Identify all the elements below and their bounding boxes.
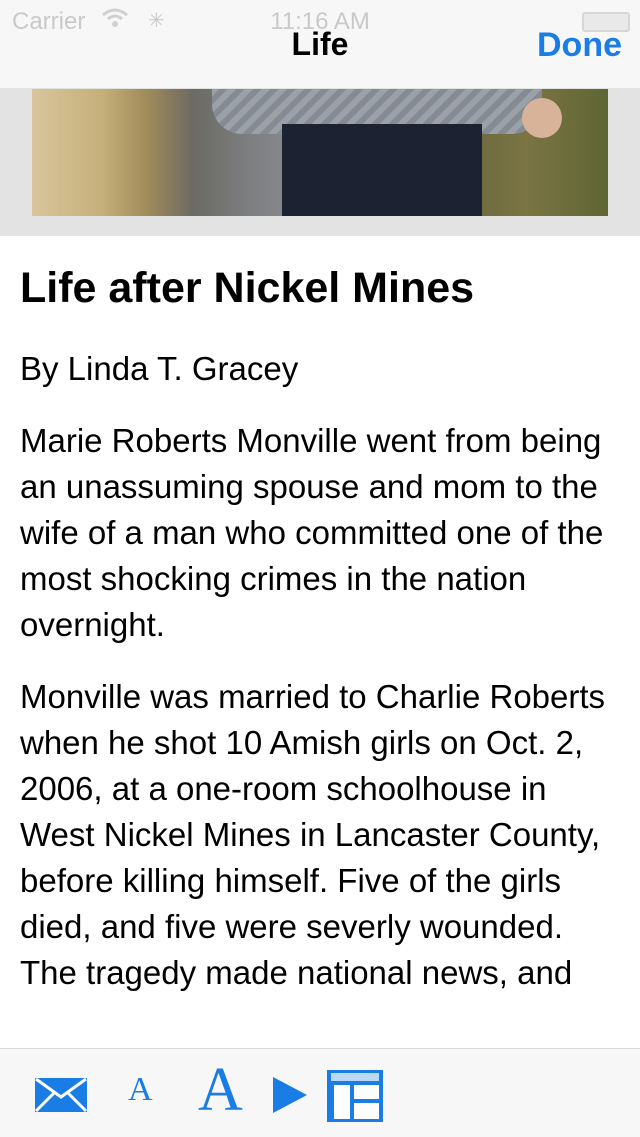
- play-icon[interactable]: [270, 1075, 310, 1115]
- mail-icon[interactable]: [34, 1077, 88, 1113]
- photo-hand: [522, 98, 562, 138]
- article-scroll-view[interactable]: [0, 88, 640, 1048]
- article-paragraph: Monville was married to Charlie Roberts when he shot 10 Amish girls on Oct. 2, 2006, at a one-room schoolhouse in West Nickel Mines in Lancaster County, before killing himself. Five of the girls died, and five were severly wounded. The tragedy made national news, and: [20, 678, 606, 991]
- article-title: Life after Nickel Mines: [20, 264, 475, 312]
- article-photo: [32, 88, 608, 216]
- photo-jeans: [282, 124, 482, 216]
- font-larger-icon[interactable]: A: [198, 1056, 243, 1124]
- navigation-bar: [0, 0, 640, 89]
- article-paragraph: Marie Roberts Monville went from being an unassuming spouse and mom to the wife of a man who committed one of the most shocking crimes in the nation overnight.: [20, 422, 604, 643]
- font-smaller-icon[interactable]: A: [128, 1071, 153, 1108]
- bottom-toolbar: [0, 1048, 640, 1137]
- carrier-label: Carrier: [12, 8, 86, 35]
- nav-title: Life: [291, 26, 349, 62]
- article-photo-container: [0, 88, 640, 236]
- newspaper-icon[interactable]: [326, 1069, 384, 1123]
- article-byline: By Linda T. Gracey: [20, 350, 299, 387]
- status-time: 11:16 AM: [270, 8, 370, 35]
- done-button[interactable]: Done: [537, 26, 622, 64]
- activity-spinner-icon: ✳: [148, 10, 165, 32]
